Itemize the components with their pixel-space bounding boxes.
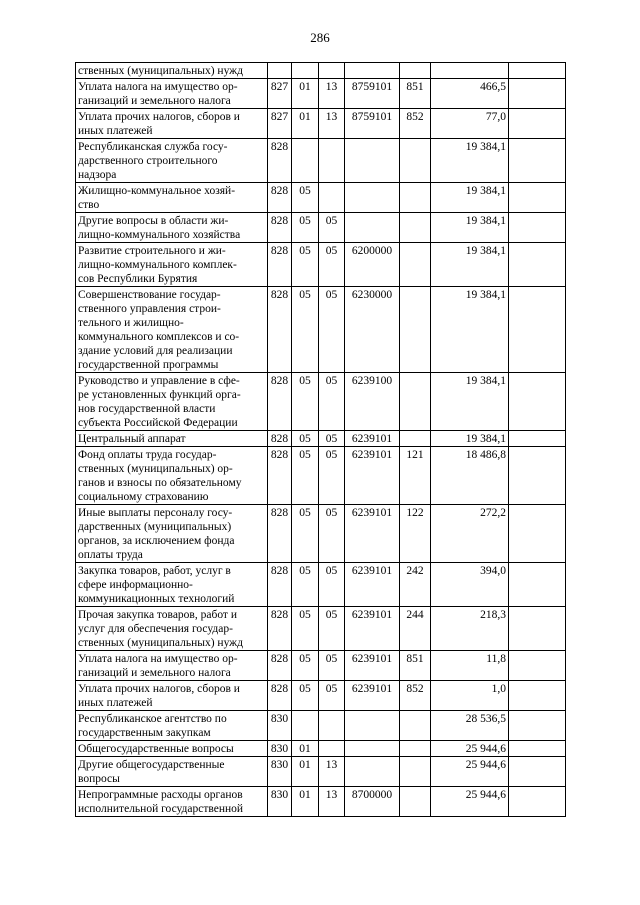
target-article-cell (345, 213, 400, 243)
extra-empty-cell (509, 373, 566, 431)
extra-empty-cell (509, 505, 566, 563)
table-row (76, 287, 566, 373)
ministry-code-cell: 828 (268, 607, 292, 651)
section-code-cell: 05 (292, 563, 319, 607)
subsection-code-cell (319, 63, 345, 79)
amount-cell: 19 384,1 (431, 431, 509, 447)
extra-empty-cell (509, 681, 566, 711)
ministry-code-cell: 828 (268, 373, 292, 431)
subsection-code-cell: 05 (319, 651, 345, 681)
expense-type-cell: 851 (400, 79, 431, 109)
expense-name-cell: Центральный аппарат (76, 431, 268, 447)
extra-empty-cell (509, 287, 566, 373)
ministry-code-cell: 828 (268, 243, 292, 287)
extra-empty-cell (509, 563, 566, 607)
subsection-code-cell: 05 (319, 287, 345, 373)
amount-cell: 19 384,1 (431, 213, 509, 243)
subsection-code-cell: 13 (319, 787, 345, 817)
subsection-code-cell: 05 (319, 563, 345, 607)
extra-empty-cell (509, 63, 566, 79)
section-code-cell: 05 (292, 243, 319, 287)
expense-type-cell (400, 63, 431, 79)
target-article-cell (345, 711, 400, 741)
amount-cell: 1,0 (431, 681, 509, 711)
extra-empty-cell (509, 607, 566, 651)
extra-empty-cell (509, 243, 566, 287)
extra-empty-cell (509, 741, 566, 757)
ministry-code-cell: 828 (268, 505, 292, 563)
expense-type-cell: 244 (400, 607, 431, 651)
ministry-code-cell: 828 (268, 563, 292, 607)
target-article-cell: 6230000 (345, 287, 400, 373)
target-article-cell: 6239101 (345, 681, 400, 711)
table-row (76, 243, 566, 287)
ministry-code-cell: 830 (268, 757, 292, 787)
subsection-code-cell: 13 (319, 79, 345, 109)
extra-empty-cell (509, 447, 566, 505)
amount-cell: 25 944,6 (431, 741, 509, 757)
subsection-code-cell: 13 (319, 757, 345, 787)
table-row (76, 787, 566, 817)
expense-name-cell: Совершенствование государ- ственного управления строи- тельного и жилищно- коммунального комплексов и со- здание условий для реализации государственной программы (76, 287, 268, 373)
expense-name-cell: Уплата прочих налогов, сборов и иных платежей (76, 109, 268, 139)
table-row (76, 373, 566, 431)
table-row (76, 563, 566, 607)
target-article-cell: 6239101 (345, 447, 400, 505)
amount-cell: 77,0 (431, 109, 509, 139)
subsection-code-cell: 05 (319, 505, 345, 563)
section-code-cell: 05 (292, 183, 319, 213)
amount-cell: 394,0 (431, 563, 509, 607)
section-code-cell: 05 (292, 607, 319, 651)
expense-type-cell: 852 (400, 681, 431, 711)
expense-name-cell: Другие вопросы в области жи- лищно-коммунального хозяйства (76, 213, 268, 243)
subsection-code-cell (319, 711, 345, 741)
subsection-code-cell (319, 741, 345, 757)
extra-empty-cell (509, 139, 566, 183)
amount-cell: 25 944,6 (431, 757, 509, 787)
section-code-cell (292, 139, 319, 183)
subsection-code-cell: 05 (319, 373, 345, 431)
expense-name-cell: Иные выплаты персоналу госу- дарственных (муниципальных) органов, за исключением фонда оплаты труда (76, 505, 268, 563)
expense-type-cell: 852 (400, 109, 431, 139)
ministry-code-cell: 828 (268, 431, 292, 447)
expense-name-cell: Фонд оплаты труда государ- ственных (муниципальных) ор- ганов и взносы по обязательному социальному страхованию (76, 447, 268, 505)
target-article-cell: 8700000 (345, 787, 400, 817)
expense-type-cell (400, 757, 431, 787)
target-article-cell (345, 741, 400, 757)
subsection-code-cell: 05 (319, 607, 345, 651)
table-row (76, 431, 566, 447)
expense-type-cell (400, 139, 431, 183)
ministry-code-cell: 830 (268, 711, 292, 741)
ministry-code-cell (268, 63, 292, 79)
expense-name-cell: Непрограммные расходы органов исполнительной государственной (76, 787, 268, 817)
expense-name-cell: ственных (муниципальных) нужд (76, 63, 268, 79)
table-row (76, 505, 566, 563)
ministry-code-cell: 828 (268, 183, 292, 213)
section-code-cell (292, 63, 319, 79)
target-article-cell: 8759101 (345, 109, 400, 139)
expense-name-cell: Прочая закупка товаров, работ и услуг для обеспечения государ- ственных (муниципальных) нужд (76, 607, 268, 651)
expense-type-cell (400, 741, 431, 757)
table-row (76, 711, 566, 741)
target-article-cell: 6239101 (345, 563, 400, 607)
amount-cell: 466,5 (431, 79, 509, 109)
target-article-cell: 6239101 (345, 651, 400, 681)
amount-cell: 18 486,8 (431, 447, 509, 505)
amount-cell: 19 384,1 (431, 373, 509, 431)
amount-cell: 11,8 (431, 651, 509, 681)
expense-name-cell: Жилищно-коммунальное хозяй- ство (76, 183, 268, 213)
extra-empty-cell (509, 787, 566, 817)
expense-type-cell (400, 287, 431, 373)
extra-empty-cell (509, 651, 566, 681)
subsection-code-cell: 05 (319, 431, 345, 447)
expense-name-cell: Республиканская служба госу- дарственного строительного надзора (76, 139, 268, 183)
target-article-cell: 6239101 (345, 607, 400, 651)
ministry-code-cell: 828 (268, 139, 292, 183)
ministry-code-cell: 828 (268, 681, 292, 711)
section-code-cell: 01 (292, 741, 319, 757)
expense-type-cell (400, 431, 431, 447)
expense-name-cell: Уплата налога на имущество ор- ганизаций и земельного налога (76, 651, 268, 681)
extra-empty-cell (509, 183, 566, 213)
section-code-cell: 05 (292, 681, 319, 711)
page-number: 286 (310, 30, 330, 45)
section-code-cell (292, 711, 319, 741)
amount-cell: 25 944,6 (431, 787, 509, 817)
amount-cell: 218,3 (431, 607, 509, 651)
table-row (76, 183, 566, 213)
amount-cell: 19 384,1 (431, 287, 509, 373)
expense-name-cell: Республиканское агентство по государственным закупкам (76, 711, 268, 741)
expense-type-cell: 851 (400, 651, 431, 681)
section-code-cell: 05 (292, 287, 319, 373)
expense-name-cell: Общегосударственные вопросы (76, 741, 268, 757)
table-body (76, 63, 566, 817)
subsection-code-cell: 05 (319, 681, 345, 711)
subsection-code-cell: 05 (319, 213, 345, 243)
table-row (76, 79, 566, 109)
extra-empty-cell (509, 109, 566, 139)
table-row (76, 741, 566, 757)
section-code-cell: 05 (292, 447, 319, 505)
ministry-code-cell: 828 (268, 287, 292, 373)
expense-name-cell: Уплата налога на имущество ор- ганизаций и земельного налога (76, 79, 268, 109)
expense-type-cell (400, 711, 431, 741)
table-row (76, 447, 566, 505)
target-article-cell: 6239100 (345, 373, 400, 431)
extra-empty-cell (509, 79, 566, 109)
ministry-code-cell: 830 (268, 741, 292, 757)
ministry-code-cell: 828 (268, 213, 292, 243)
section-code-cell: 01 (292, 787, 319, 817)
amount-cell: 19 384,1 (431, 139, 509, 183)
expense-type-cell (400, 243, 431, 287)
table-row (76, 607, 566, 651)
extra-empty-cell (509, 431, 566, 447)
table-row (76, 681, 566, 711)
section-code-cell: 05 (292, 373, 319, 431)
section-code-cell: 01 (292, 109, 319, 139)
ministry-code-cell: 830 (268, 787, 292, 817)
target-article-cell: 6239101 (345, 505, 400, 563)
section-code-cell: 01 (292, 757, 319, 787)
expense-type-cell: 242 (400, 563, 431, 607)
subsection-code-cell (319, 183, 345, 213)
section-code-cell: 05 (292, 505, 319, 563)
ministry-code-cell: 827 (268, 109, 292, 139)
extra-empty-cell (509, 757, 566, 787)
extra-empty-cell (509, 213, 566, 243)
target-article-cell (345, 183, 400, 213)
table-row (76, 213, 566, 243)
target-article-cell: 6200000 (345, 243, 400, 287)
table-row (76, 757, 566, 787)
subsection-code-cell: 13 (319, 109, 345, 139)
expense-name-cell: Закупка товаров, работ, услуг в сфере информационно- коммуникационных технологий (76, 563, 268, 607)
table-row (76, 63, 566, 79)
expense-type-cell (400, 183, 431, 213)
table-row (76, 651, 566, 681)
amount-cell: 19 384,1 (431, 243, 509, 287)
expense-name-cell: Другие общегосударственные вопросы (76, 757, 268, 787)
budget-table (75, 62, 566, 817)
expense-name-cell: Развитие строительного и жи- лищно-коммунального комплек- сов Республики Бурятия (76, 243, 268, 287)
target-article-cell (345, 139, 400, 183)
target-article-cell (345, 63, 400, 79)
table-row (76, 109, 566, 139)
amount-cell: 28 536,5 (431, 711, 509, 741)
ministry-code-cell: 828 (268, 447, 292, 505)
expense-type-cell (400, 373, 431, 431)
target-article-cell: 8759101 (345, 79, 400, 109)
table-row (76, 139, 566, 183)
extra-empty-cell (509, 711, 566, 741)
amount-cell: 272,2 (431, 505, 509, 563)
subsection-code-cell: 05 (319, 447, 345, 505)
section-code-cell: 05 (292, 213, 319, 243)
subsection-code-cell (319, 139, 345, 183)
expense-type-cell: 122 (400, 505, 431, 563)
amount-cell (431, 63, 509, 79)
section-code-cell: 05 (292, 651, 319, 681)
expense-name-cell: Руководство и управление в сфе- ре установленных функций орга- нов государственной власти субъекта Российской Федерации (76, 373, 268, 431)
expense-type-cell: 121 (400, 447, 431, 505)
section-code-cell: 05 (292, 431, 319, 447)
amount-cell: 19 384,1 (431, 183, 509, 213)
expense-type-cell (400, 787, 431, 817)
subsection-code-cell: 05 (319, 243, 345, 287)
target-article-cell (345, 757, 400, 787)
ministry-code-cell: 828 (268, 651, 292, 681)
ministry-code-cell: 827 (268, 79, 292, 109)
expense-name-cell: Уплата прочих налогов, сборов и иных платежей (76, 681, 268, 711)
target-article-cell: 6239101 (345, 431, 400, 447)
expense-type-cell (400, 213, 431, 243)
section-code-cell: 01 (292, 79, 319, 109)
